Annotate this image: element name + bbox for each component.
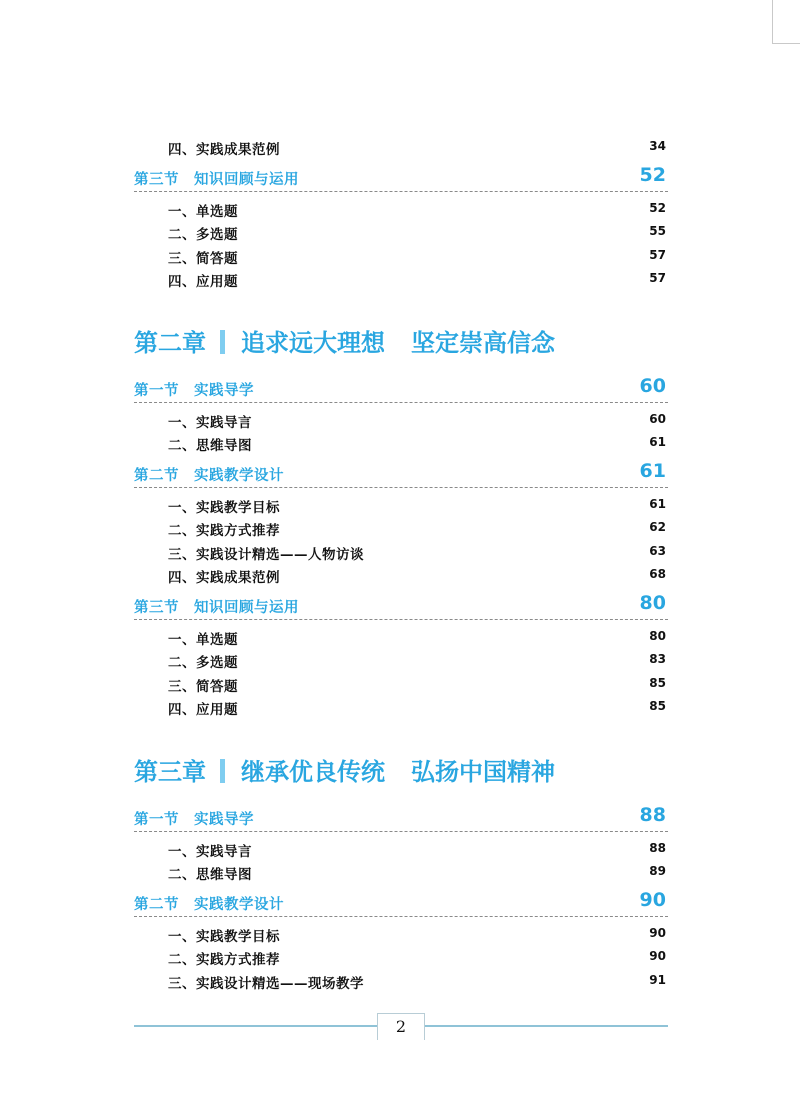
toc-item-page: 90 bbox=[649, 926, 666, 940]
chapter-divider-bar bbox=[220, 759, 225, 783]
chapter-title-part-2: 弘扬中国精神 bbox=[411, 757, 555, 786]
toc-section-title: 第一节 实践导学 bbox=[134, 383, 254, 399]
toc-item-title: 一、实践教学目标 bbox=[168, 929, 280, 945]
toc-item[interactable] bbox=[168, 648, 668, 670]
toc-item[interactable] bbox=[168, 408, 668, 430]
toc-item-page: 68 bbox=[649, 567, 666, 581]
toc-item-page: 62 bbox=[649, 520, 666, 534]
toc-item-title: 一、实践教学目标 bbox=[168, 500, 280, 516]
toc-item-page: 91 bbox=[649, 973, 666, 987]
toc-item-title: 二、多选题 bbox=[168, 227, 238, 243]
toc-item-page: 55 bbox=[649, 224, 666, 238]
toc-item-title: 一、实践导言 bbox=[168, 415, 252, 431]
toc-section[interactable] bbox=[134, 591, 668, 620]
toc-section-title: 第一节 实践导学 bbox=[134, 812, 254, 828]
toc-item[interactable] bbox=[168, 563, 668, 585]
toc-item[interactable] bbox=[168, 625, 668, 647]
toc-section[interactable] bbox=[134, 163, 668, 192]
chapter-title-part-2: 坚定崇高信念 bbox=[411, 328, 555, 357]
toc-section-page: 80 bbox=[639, 592, 666, 614]
toc-item-title: 三、简答题 bbox=[168, 251, 238, 267]
toc-item-page: 90 bbox=[649, 949, 666, 963]
toc-section[interactable] bbox=[134, 803, 668, 832]
toc-section-page: 60 bbox=[639, 375, 666, 397]
toc-item-title: 四、应用题 bbox=[168, 702, 238, 718]
toc-item-page: 85 bbox=[649, 676, 666, 690]
toc-section[interactable] bbox=[134, 888, 668, 917]
toc-item[interactable] bbox=[168, 431, 668, 453]
toc-item[interactable] bbox=[168, 493, 668, 515]
chapter-title-part-1: 追求远大理想 bbox=[241, 328, 385, 357]
toc-item[interactable] bbox=[168, 516, 668, 538]
toc-item[interactable] bbox=[168, 837, 668, 859]
toc-section-page: 52 bbox=[639, 164, 666, 186]
toc-section[interactable] bbox=[134, 459, 668, 488]
chapter-label: 第二章 bbox=[134, 328, 206, 357]
toc-item[interactable] bbox=[168, 540, 668, 562]
toc-section-page: 61 bbox=[639, 460, 666, 482]
toc-item[interactable] bbox=[168, 220, 668, 242]
toc-item-page: 80 bbox=[649, 629, 666, 643]
crop-mark-vertical bbox=[772, 0, 773, 44]
footer-rule-right bbox=[424, 1025, 668, 1027]
toc-item-title: 三、实践设计精选——人物访谈 bbox=[168, 547, 364, 563]
toc-item-title: 二、实践方式推荐 bbox=[168, 952, 280, 968]
chapter-heading[interactable] bbox=[134, 752, 668, 792]
toc-item[interactable] bbox=[168, 267, 668, 289]
crop-mark-horizontal bbox=[773, 43, 800, 44]
toc-section-title: 第三节 知识回顾与运用 bbox=[134, 172, 299, 188]
toc-section-title: 第三节 知识回顾与运用 bbox=[134, 600, 299, 616]
toc-item-title: 二、思维导图 bbox=[168, 438, 252, 454]
toc-item[interactable] bbox=[168, 922, 668, 944]
toc-section-page: 88 bbox=[639, 804, 666, 826]
toc-item-page: 63 bbox=[649, 544, 666, 558]
toc-item-page: 61 bbox=[649, 435, 666, 449]
toc-item-page: 57 bbox=[649, 248, 666, 262]
chapter-divider-bar bbox=[220, 330, 225, 354]
toc-item-title: 一、实践导言 bbox=[168, 844, 252, 860]
page-number: 2 bbox=[377, 1013, 425, 1040]
footer-rule-left bbox=[134, 1025, 377, 1027]
toc-section-title: 第二节 实践教学设计 bbox=[134, 468, 284, 484]
toc-item-page: 61 bbox=[649, 497, 666, 511]
toc-item[interactable] bbox=[168, 945, 668, 967]
toc-item[interactable] bbox=[168, 969, 668, 991]
toc-item[interactable] bbox=[168, 695, 668, 717]
toc-item[interactable] bbox=[168, 135, 668, 157]
toc-item-title: 三、实践设计精选——现场教学 bbox=[168, 976, 364, 992]
toc-item-page: 57 bbox=[649, 271, 666, 285]
toc-item-title: 二、实践方式推荐 bbox=[168, 523, 280, 539]
toc-section-page: 90 bbox=[639, 889, 666, 911]
toc-item-title: 二、多选题 bbox=[168, 655, 238, 671]
toc-item-page: 85 bbox=[649, 699, 666, 713]
toc-item-page: 52 bbox=[649, 201, 666, 215]
chapter-label: 第三章 bbox=[134, 757, 206, 786]
toc-item-page: 89 bbox=[649, 864, 666, 878]
toc-item-title: 三、简答题 bbox=[168, 679, 238, 695]
toc-item-title: 四、应用题 bbox=[168, 274, 238, 290]
toc-item[interactable] bbox=[168, 860, 668, 882]
toc-item-page: 34 bbox=[649, 139, 666, 153]
toc-item-title: 一、单选题 bbox=[168, 204, 238, 220]
toc-item-title: 一、单选题 bbox=[168, 632, 238, 648]
toc-item-title: 四、实践成果范例 bbox=[168, 142, 280, 158]
toc-section-title: 第二节 实践教学设计 bbox=[134, 897, 284, 913]
toc-item-page: 88 bbox=[649, 841, 666, 855]
toc-item-page: 83 bbox=[649, 652, 666, 666]
toc-item-title: 二、思维导图 bbox=[168, 867, 252, 883]
toc-item[interactable] bbox=[168, 672, 668, 694]
chapter-heading[interactable] bbox=[134, 323, 668, 363]
toc-item[interactable] bbox=[168, 197, 668, 219]
chapter-title-part-1: 继承优良传统 bbox=[241, 757, 385, 786]
toc-item[interactable] bbox=[168, 244, 668, 266]
toc-section[interactable] bbox=[134, 374, 668, 403]
toc-item-title: 四、实践成果范例 bbox=[168, 570, 280, 586]
toc-item-page: 60 bbox=[649, 412, 666, 426]
